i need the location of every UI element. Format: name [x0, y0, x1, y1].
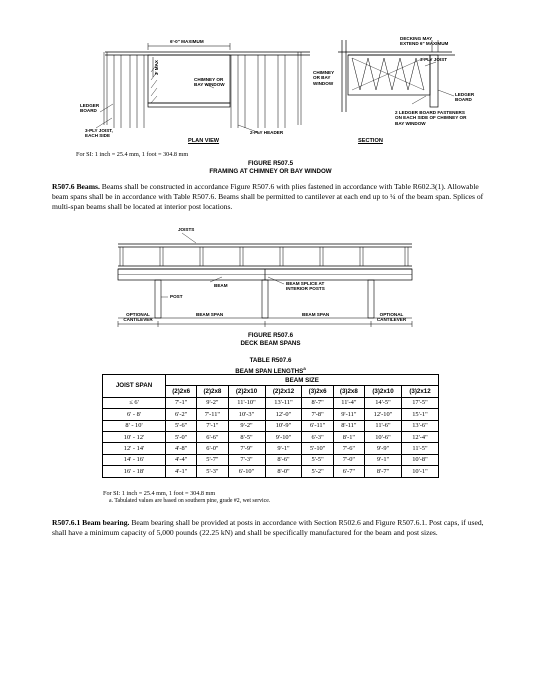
table-row	[103, 431, 439, 442]
joist-span-cell: 16' - 18'	[103, 466, 166, 477]
span-value-cell: 5'-2"	[302, 466, 333, 477]
column-header: (3)2x10	[365, 386, 402, 397]
section-ply-joist-label: 3-PLY JOIST	[420, 57, 448, 62]
span-value-cell: 11'-5"	[401, 443, 438, 454]
fig6-cantilever-right: OPTIONAL CANTILEVER	[376, 312, 407, 323]
span-value-cell: 6'-6"	[197, 431, 228, 442]
column-header: (2)2x6	[166, 386, 197, 397]
span-value-cell: 7'-9"	[228, 443, 265, 454]
section-view-title: SECTION	[358, 138, 383, 144]
fig6-splice-label: BEAM SPLICE AT INTERIOR POSTS	[286, 281, 325, 292]
section-view-drawing	[338, 40, 455, 112]
span-value-cell: 8'-11"	[333, 420, 364, 431]
span-value-cell: 6'-7"	[333, 466, 364, 477]
table-row	[103, 397, 439, 408]
beam-span-table	[102, 374, 439, 478]
fig6-beam-label: BEAM	[214, 283, 228, 288]
table-row	[103, 420, 439, 431]
fig6-joists-label: JOISTS	[178, 227, 195, 232]
column-header: (2)2x8	[197, 386, 228, 397]
span-value-cell: 6'-11"	[302, 420, 333, 431]
joist-span-cell: ≤ 6'	[103, 397, 166, 408]
section-r507-6-1-body: Beam bearing shall be provided at posts in accordance with Section R502.6 and Figure R507.6.1. Post caps, if used, shall have a minimum capacity of 5,000 pounds (22.25 kN) and shall be specifically manufactured for the beam and post sizes.	[52, 518, 484, 537]
span-value-cell: 17'-5"	[401, 397, 438, 408]
span-value-cell: 10'-1"	[401, 466, 438, 477]
plan-view-title: PLAN VIEW	[188, 138, 220, 144]
span-value-cell: 5'-7"	[197, 454, 228, 465]
span-value-cell: 8'-1"	[333, 431, 364, 442]
joist-span-cell: 12' - 14'	[103, 443, 166, 454]
column-header: (3)2x8	[333, 386, 364, 397]
span-value-cell: 6'-2"	[166, 409, 197, 420]
span-value-cell: 6'-10"	[228, 466, 265, 477]
fig6-cantilever-left: OPTIONAL CANTILEVER	[123, 312, 153, 323]
figure-r507-6-caption: FIGURE R507.6 DECK BEAM SPANS	[240, 332, 301, 347]
table-r507-6-title: TABLE R507.6 BEAM SPAN LENGTHS$^a$	[235, 357, 306, 375]
span-value-cell: 8'-0"	[265, 466, 302, 477]
section-r507-6-body: Beams shall be constructed in accordance Figure R507.6 with plies fastened in accordance with Table R602.3(1). Allowable beam spans shall be in accordance with Table R507.6. Beams shall be permitted to cantilever at each end up to ¼ of the beam span. Splices of multi-span beams shall be located at interior post locations.	[52, 182, 484, 211]
plan-view-drawing	[96, 43, 310, 133]
section-r507-6	[52, 182, 492, 212]
plan-max-span-label: 3' MAX	[154, 60, 159, 76]
span-value-cell: 9'-2"	[197, 397, 228, 408]
span-value-cell: 7'-8"	[302, 409, 333, 420]
span-value-cell: 12'-0"	[265, 409, 302, 420]
joist-span-cell: 14' - 16'	[103, 454, 166, 465]
section-fasteners-label: 2 LEDGER BOARD FASTENERS ON EACH SIDE OF CHIMNEY OR BAY WINDOW	[395, 110, 467, 126]
span-value-cell: 8'-7"	[302, 397, 333, 408]
table-row	[103, 409, 439, 420]
table-row	[103, 466, 439, 477]
span-value-cell: 8'-7"	[365, 466, 402, 477]
span-value-cell: 7'-3"	[228, 454, 265, 465]
span-value-cell: 5'-0"	[166, 431, 197, 442]
span-value-cell: 5'-10"	[302, 443, 333, 454]
span-value-cell: 10'-6"	[365, 431, 402, 442]
span-value-cell: 4'-8"	[166, 443, 197, 454]
span-value-cell: 13'-11"	[265, 397, 302, 408]
span-value-cell: 7'-6"	[333, 443, 364, 454]
plan-max-label: 6'-0" MAXIMUM	[170, 39, 204, 44]
figure-r507-5-caption: FIGURE R507.5 FRAMING AT CHIMNEY OR BAY WINDOW	[209, 160, 332, 175]
column-header: (2)2x10	[228, 386, 265, 397]
fig6-beam-span-right: BEAM SPAN	[302, 312, 330, 317]
span-value-cell: 8'-6"	[265, 454, 302, 465]
span-value-cell: 10'-8"	[401, 454, 438, 465]
table-row	[103, 443, 439, 454]
beam-size-header: BEAM SIZE	[166, 375, 439, 386]
table-footnote: a. Tabulated values are based on southern pine, grade #2, wet service.	[109, 498, 271, 504]
fig6-post-label: POST	[170, 294, 183, 299]
joist-span-cell: 10' - 12'	[103, 431, 166, 442]
span-value-cell: 7'-1"	[197, 420, 228, 431]
table-si-note: For SI: 1 inch = 25.4 mm, 1 foot = 304.8 mm	[103, 490, 216, 497]
fig6-beam-span-left: BEAM SPAN	[196, 312, 224, 317]
span-value-cell: 4'-1"	[166, 466, 197, 477]
span-value-cell: 9'-9"	[365, 443, 402, 454]
span-value-cell: 12'-10"	[365, 409, 402, 420]
span-value-cell: 7'-0"	[333, 454, 364, 465]
span-value-cell: 10'-3"	[228, 409, 265, 420]
figure-r507-5-si-note: For SI: 1 inch = 25.4 mm, 1 foot = 304.8 mm	[76, 151, 189, 158]
joist-span-cell: 6' - 8'	[103, 409, 166, 420]
table-row	[103, 454, 439, 465]
span-value-cell: 14'-5"	[365, 397, 402, 408]
section-r507-6-1-heading: R507.6.1 Beam bearing.	[52, 518, 130, 527]
span-value-cell: 11'-4"	[333, 397, 364, 408]
span-value-cell: 9'-1"	[265, 443, 302, 454]
span-value-cell: 9'-10"	[265, 431, 302, 442]
span-value-cell: 5'-6"	[166, 420, 197, 431]
column-header: (3)2x12	[401, 386, 438, 397]
span-value-cell: 11'-10"	[228, 397, 265, 408]
figure-r507-5-drawing	[0, 0, 541, 150]
figure-r507-6-drawing	[0, 222, 541, 334]
joist-span-header: JOIST SPAN	[103, 375, 166, 398]
section-chimney-label: CHIMNEY OR BAY WINDOW	[313, 70, 335, 86]
span-value-cell: 13'-6"	[401, 420, 438, 431]
column-header: (3)2x6	[302, 386, 333, 397]
span-value-cell: 15'-1"	[401, 409, 438, 420]
span-value-cell: 4'-4"	[166, 454, 197, 465]
plan-header-label: 2-PLY HEADER	[250, 130, 284, 135]
joist-span-cell: 8' - 10'	[103, 420, 166, 431]
column-header: (2)2x12	[265, 386, 302, 397]
span-value-cell: 7'-11"	[197, 409, 228, 420]
span-value-cell: 9'-2"	[228, 420, 265, 431]
span-value-cell: 8'-5"	[228, 431, 265, 442]
plan-joist-label: 3-PLY JOIST, EACH SIDE	[85, 128, 113, 139]
span-value-cell: 5'-3"	[197, 466, 228, 477]
section-decking-label: DECKING MAY EXTEND 6" MAXIMUM	[400, 36, 449, 47]
span-value-cell: 10'-9"	[265, 420, 302, 431]
span-value-cell: 11'-6"	[365, 420, 402, 431]
span-value-cell: 6'-0"	[197, 443, 228, 454]
span-value-cell: 6'-3"	[302, 431, 333, 442]
span-value-cell: 5'-5"	[302, 454, 333, 465]
section-r507-6-heading: R507.6 Beams.	[52, 182, 100, 191]
span-value-cell: 9'-11"	[333, 409, 364, 420]
section-ledger-label: LEDGER BOARD	[455, 92, 475, 103]
plan-chimney-label: CHIMNEY OR BAY WINDOW	[194, 77, 225, 88]
section-r507-6-1	[52, 518, 492, 538]
span-value-cell: 7'-1"	[166, 397, 197, 408]
span-value-cell: 9'-1"	[365, 454, 402, 465]
plan-ledger-label: LEDGER BOARD	[80, 103, 100, 114]
span-value-cell: 12'-4"	[401, 431, 438, 442]
